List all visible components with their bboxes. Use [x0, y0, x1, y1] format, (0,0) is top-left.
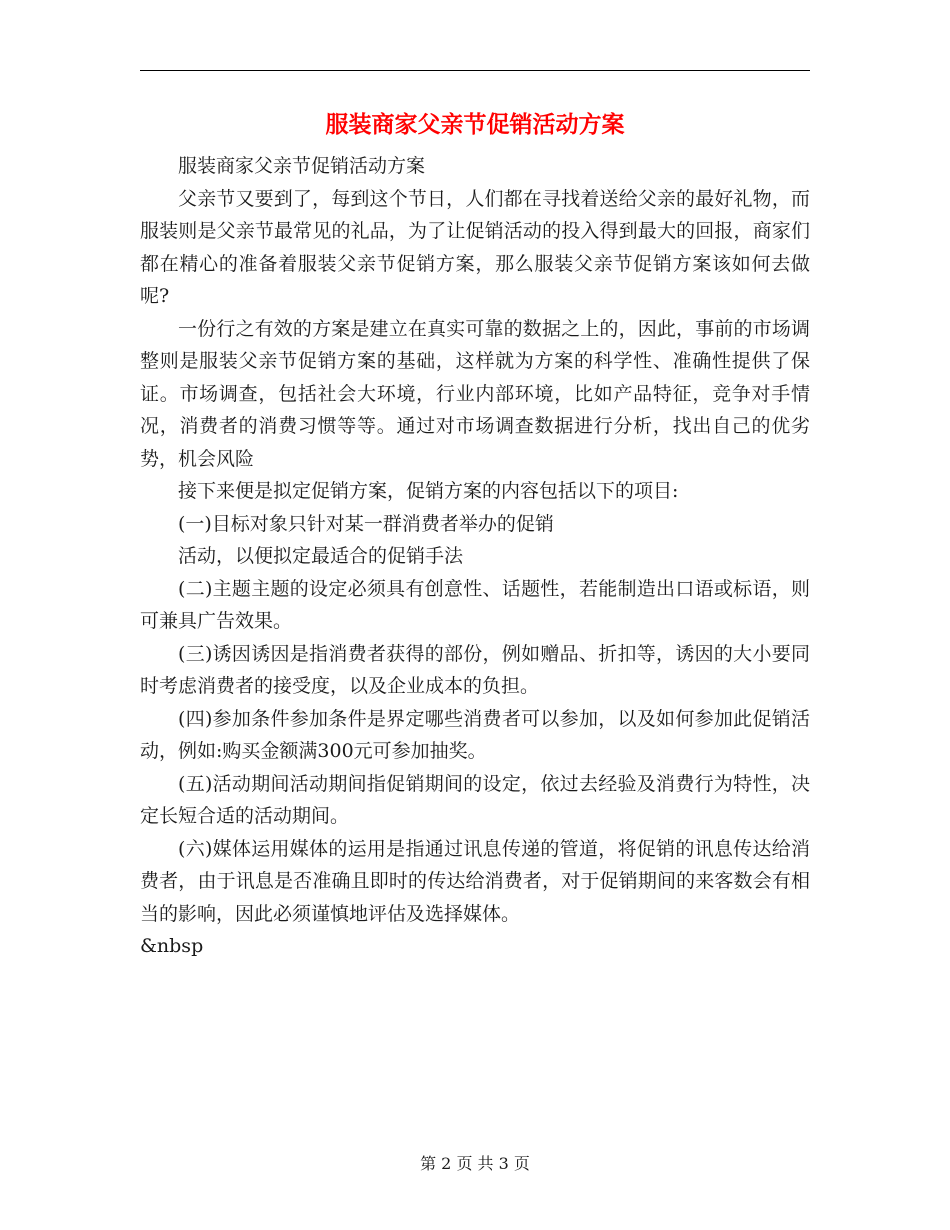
paragraph-item-3: (三)诱因诱因是指消费者获得的部份，例如赠品、折扣等，诱因的大小要同时考虑消费者的接受度，以及企业成本的负担。 — [140, 642, 810, 697]
document-body — [140, 150, 810, 963]
paragraph-item-5: (五)活动期间活动期间指促销期间的设定，依过去经验及消费行为特性，决定长短合适的活动期间。 — [140, 772, 810, 827]
paragraph-market-research: 一份行之有效的方案是建立在真实可靠的数据之上的，因此，事前的市场调整则是服装父亲节促销方案的基础，这样就为方案的科学性、准确性提供了保证。市场调查，包括社会大环境，行业内部环境，比如产品特征，竞争对手情况，消费者的消费习惯等等。通过对市场调查数据进行分析，找出自己的优劣势，机会风险 — [140, 317, 810, 470]
paragraph-item-2: (二)主题主题的设定必须具有创意性、话题性，若能制造出口语或标语，则可兼具广告效果。 — [140, 577, 810, 632]
paragraph-item-6: (六)媒体运用媒体的运用是指通过讯息传递的管道，将促销的讯息传达给消费者，由于讯息是否准确且即时的传达给消费者，对于促销期间的来客数会有相当的影响，因此必须谨慎地评估及选择媒体。 — [140, 837, 810, 925]
paragraph-intro: 父亲节又要到了，每到这个节日，人们都在寻找着送给父亲的最好礼物，而服装则是父亲节最常见的礼品，为了让促销活动的投入得到最大的回报，商家们都在精心的准备着服装父亲节促销方案，那么服装父亲节促销方案该如何去做呢? — [140, 187, 810, 307]
trailing-text: &nbsp — [140, 935, 204, 957]
paragraph-item-1: (一)目标对象只针对某一群消费者举办的促销 — [178, 512, 554, 535]
paragraph-item-4: (四)参加条件参加条件是界定哪些消费者可以参加，以及如何参加此促销活动，例如:购买金额满300元可参加抽奖。 — [140, 707, 810, 762]
page-number: 第 2 页 共 3 页 — [420, 1154, 530, 1173]
document-title: 服装商家父亲节促销活动方案 — [325, 111, 625, 138]
header-rule — [140, 70, 810, 71]
paragraph-subtitle: 服装商家父亲节促销活动方案 — [178, 155, 426, 177]
paragraph-plan-items-intro: 接下来便是拟定促销方案，促销方案的内容包括以下的项目: — [178, 480, 679, 502]
paragraph-item-1-continued: 活动，以便拟定最适合的促销手法 — [178, 545, 464, 567]
